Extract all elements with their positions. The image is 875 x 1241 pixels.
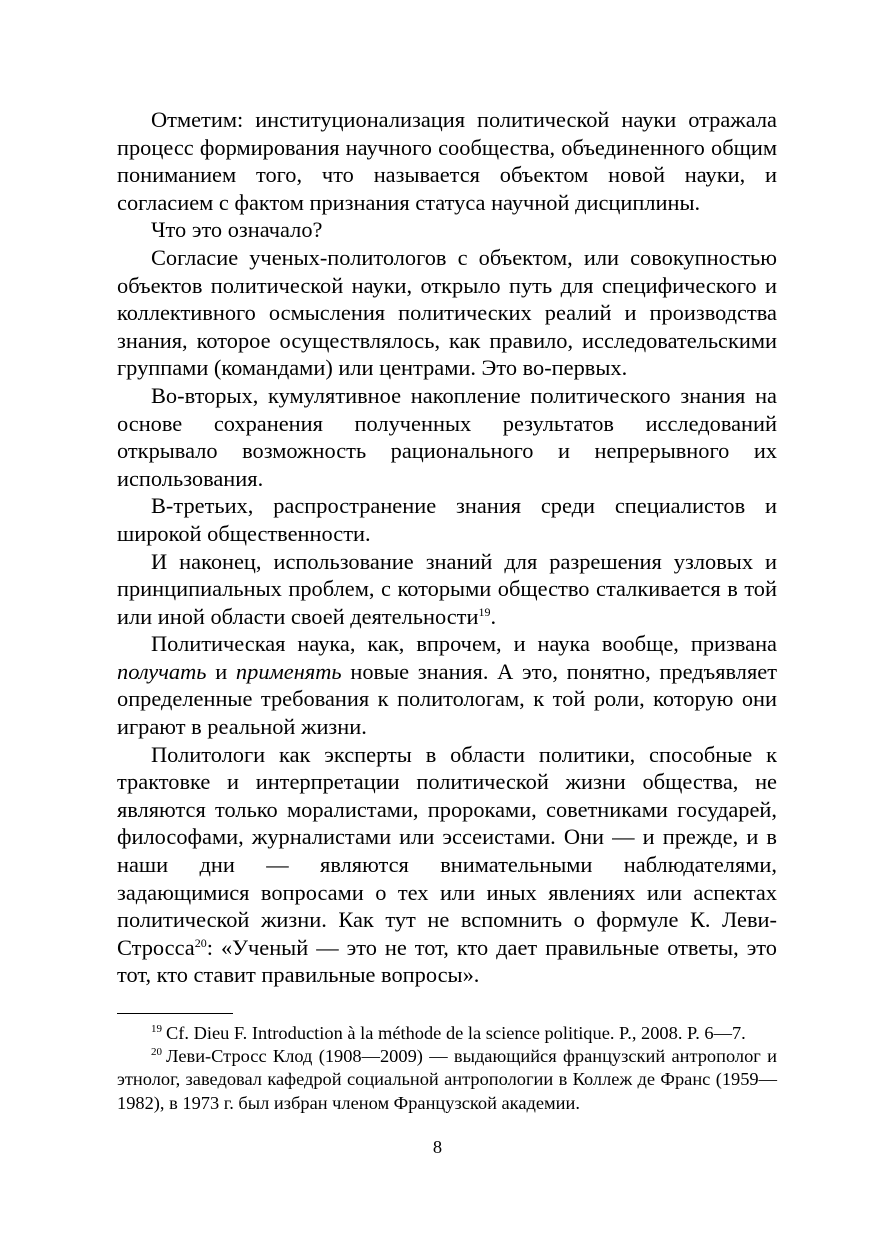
paragraph: Согласие ученых-политологов с объектом, или совокупностью объектов политической науки, открыло путь для специфического и коллективного осмысления политических реалий и производства знания, которое осуществлялось, как правило, исследовательскими группами (командами) или центрами. Это во-первых. [117, 244, 777, 381]
emphasis-word: получать [117, 658, 207, 684]
paragraph: Политологи как эксперты в области политики, способные к трактовке и интерпретации политической жизни общества, не являются только моралистами, пророками, советниками государей, философами, журналистами или эссеистами. Они — и прежде, и в наши дни — являются внимательными наблюдателями, задающимися вопросами о тех или иных явлениях или аспектах политической жизни. Как тут не вспомнить о формуле К. Леви-Стросса$^{20}$: «Ученый — это не тот, кто дает правильные ответы, это тот, кто ставит правильные вопросы». [117, 741, 777, 988]
page-number: 8 [432, 1137, 443, 1157]
paragraph: Что это означало? [151, 217, 323, 243]
footnote-ref-19[interactable]: 19 [478, 604, 491, 619]
footnote-19: $^{19}$ Cf. Dieu F. Introduction à la méthode de la science politique. P., 2008. P. 6—7. [151, 1023, 746, 1043]
emphasis-word: применять [235, 658, 342, 684]
paragraph: Во-вторых, кумулятивное накопление политического знания на основе сохранения полученных результатов исследований открывало возможность рационального и непрерывного их использования. [117, 382, 777, 491]
footnote-ref-20[interactable]: 20 [194, 935, 207, 950]
paragraph: Отметим: институционализация политической науки отражала процесс формирования научного сообщества, объединенного общим пониманием того, что называется объектом новой науки, и согласием с фактом признания статуса научной дисциплины. [117, 107, 777, 215]
footnote-number: 19 [151, 1023, 162, 1035]
footnote-20: $^{20}$ Леви-Стросс Клод (1908—2009) — выдающийся французский антрополог и этнолог, заведовал кафедрой социальной антропологии в Коллеж де Франс (1959—1982), в 1973 г. был избран членом Французской академии. [117, 1046, 777, 1113]
paragraph: Политическая наука, как, впрочем, и наука вообще, призвана получать и применять новые знания. А это, понятно, предъявляет определенные требования к политологам, к той роли, которую они играют в реальной жизни. [117, 631, 777, 740]
footnote-number: 20 [151, 1046, 162, 1059]
footnotes [117, 1022, 777, 1115]
page-content [117, 106, 777, 1115]
main-text [117, 106, 777, 989]
paragraph: В-третьих, распространение знания среди специалистов и широкой общественности. [117, 493, 777, 546]
footnote-divider [117, 1013, 233, 1014]
paragraph: И наконец, использование знаний для разрешения узловых и принципиальных проблем, с которыми общество сталкивается в той или иной области своей деятельности$^{19}$. [117, 548, 777, 629]
